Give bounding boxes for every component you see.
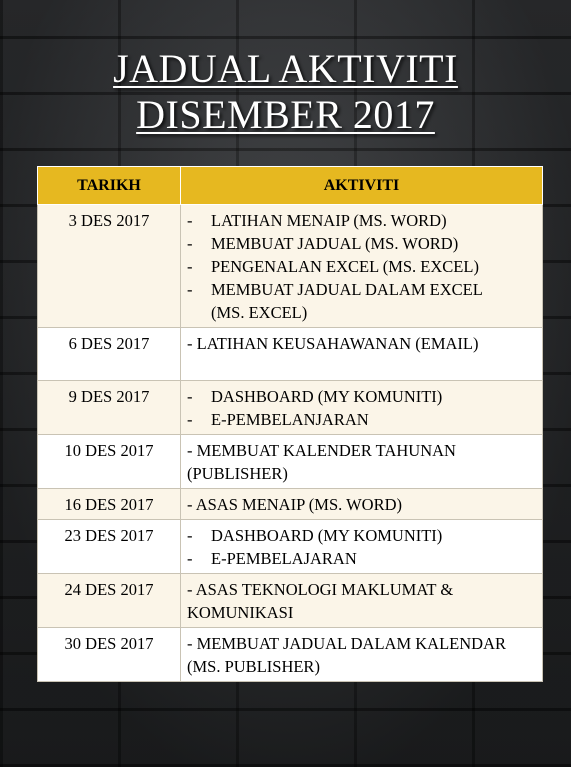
row-activity: - MEMBUAT KALENDER TAHUNAN (PUBLISHER) [181,435,543,489]
table-row [38,381,543,435]
activity-item: DASHBOARD (MY KOMUNITI) [211,526,443,545]
table-row [38,520,543,574]
row-date: 30 DES 2017 [38,628,181,682]
row-date: 6 DES 2017 [38,328,181,381]
header-activity: AKTIVITI [181,167,543,205]
row-activity: - DASHBOARD (MY KOMUNITI) - E-PEMBELAJARAN [181,520,543,574]
row-activity: - ASAS MENAIP (MS. WORD) [181,489,543,520]
row-date: 3 DES 2017 [38,205,181,328]
row-activity: - ASAS TEKNOLOGI MAKLUMAT & KOMUNIKASI [181,574,543,628]
schedule-table [37,166,543,682]
table-header-row [38,167,543,205]
row-activity: - LATIHAN MENAIP (MS. WORD) - MEMBUAT JADUAL (MS. WORD) - PENGENALAN EXCEL (MS. EXCEL) - MEMBUAT JADUAL DALAM EXCEL (MS. EXCEL) [181,205,543,328]
title-line-1: JADUAL AKTIVITI [113,46,458,91]
activity-item-continuation: (MS. EXCEL) [211,303,308,322]
activity-item: DASHBOARD (MY KOMUNITI) [211,387,443,406]
activity-item: MEMBUAT JADUAL DALAM EXCEL [211,280,483,299]
activity-item: MEMBUAT JADUAL (MS. WORD) [211,234,459,253]
table-row [38,489,543,520]
table-row [38,574,543,628]
activity-item: PENGENALAN EXCEL (MS. EXCEL) [211,257,479,276]
activity-item: E-PEMBELAJARAN [211,549,357,568]
row-activity: - MEMBUAT JADUAL DALAM KALENDAR (MS. PUBLISHER) [181,628,543,682]
header-date: TARIKH [38,167,181,205]
activity-item: E-PEMBELANJARAN [211,410,369,429]
row-date: 10 DES 2017 [38,435,181,489]
table-row [38,205,543,328]
title-line-2: DISEMBER 2017 [136,92,435,137]
table-row [38,328,543,381]
row-activity: - LATIHAN KEUSAHAWANAN (EMAIL) [181,328,543,381]
row-activity: - DASHBOARD (MY KOMUNITI) - E-PEMBELANJARAN [181,381,543,435]
page-title [0,46,571,138]
activity-item: LATIHAN MENAIP (MS. WORD) [211,211,447,230]
row-date: 24 DES 2017 [38,574,181,628]
row-date: 9 DES 2017 [38,381,181,435]
table-row [38,628,543,682]
row-date: 16 DES 2017 [38,489,181,520]
table-row [38,435,543,489]
row-date: 23 DES 2017 [38,520,181,574]
